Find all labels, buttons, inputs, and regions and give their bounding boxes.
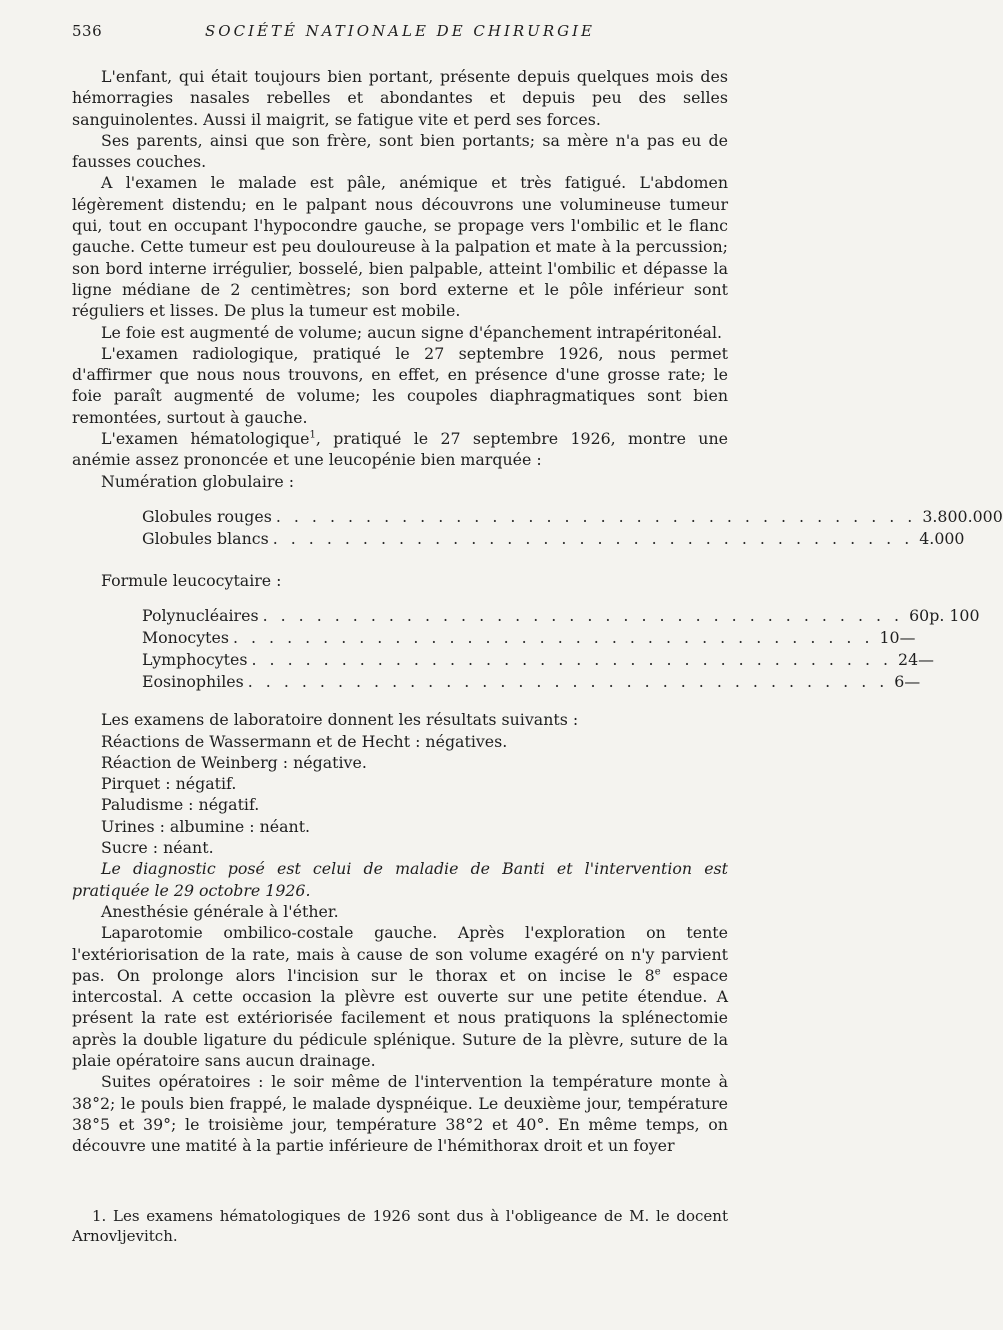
table-row	[142, 528, 965, 550]
row-value-group	[879, 627, 915, 648]
paragraph: Anesthésie générale à l'éther.	[101, 901, 339, 921]
table-row	[142, 671, 921, 693]
row-unit: —	[918, 650, 934, 670]
diagnosis-paragraph: Le diagnostic posé est celui de maladie de Banti et l'intervention est pratiquée le 29 octobre 1926.	[72, 859, 728, 900]
running-title: SOCIÉTÉ NATIONALE DE CHIRURGIE	[205, 22, 595, 40]
paragraph: L'enfant, qui était toujours bien portant, présente depuis quelques mois des hémorragies nasales rebelles et abondantes et depuis peu des selles sanguinolentes. Aussi il maigrit, se fatigue vite et perd ses forces.	[72, 67, 728, 129]
row-value-group	[894, 671, 920, 692]
row-unit: p. 100	[929, 606, 980, 626]
article-body	[72, 66, 1003, 1156]
formule-table	[142, 605, 980, 693]
table-row	[142, 506, 1003, 528]
row-value: 6	[894, 672, 905, 692]
paragraph-text: Laparotomie ombilico-costale gauche. Après l'exploration on tente l'extériorisation de la rate, mais à cause de son volume exagéré on n'y parvient pas. On prolonge alors l'incision sur le thorax et on incise le 8	[72, 923, 728, 985]
row-label: Eosinophiles	[142, 672, 244, 692]
paragraph-hematology	[72, 428, 728, 471]
leader-dots: . . . . . . . . . . . . . . . . . . . . . . . . . . . . . . . . . . . .	[251, 650, 893, 670]
leader-dots: . . . . . . . . . . . . . . . . . . . . . . . . . . . . . . . . . . . .	[272, 528, 914, 548]
row-label: Monocytes	[142, 628, 229, 648]
paragraph-operation	[72, 922, 728, 1071]
paragraph: Réaction de Weinberg : négative.	[101, 752, 367, 772]
formule-title: Formule leucocytaire :	[101, 570, 282, 590]
row-label: Globules blancs	[142, 528, 269, 548]
paragraph: Le foie est augmenté de volume; aucun signe d'épanchement intrapéritonéal.	[101, 322, 723, 342]
row-value-group	[909, 605, 979, 626]
table-row	[142, 627, 916, 649]
page-header	[72, 22, 728, 46]
row-label: Lymphocytes	[142, 650, 248, 670]
paragraph: Ses parents, ainsi que son frère, sont bien portants; sa mère n'a pas eu de fausses couches.	[72, 130, 728, 172]
row-value-group	[898, 649, 934, 670]
paragraph: Sucre : néant.	[101, 838, 214, 858]
row-value: 60	[909, 606, 930, 626]
row-value: 4.000	[919, 528, 965, 548]
leader-dots: . . . . . . . . . . . . . . . . . . . . . . . . . . . . . . . . . . . .	[232, 628, 874, 648]
footnote-ref: 1	[309, 429, 316, 441]
paragraph: A l'examen le malade est pâle, anémique et très fatigué. L'abdomen légèrement distendu; en le palpant nous découvrons une volumineuse tumeur qui, tout en occupant l'hypocondre gauche, se propage vers l'ombilic et le flanc gauche. Cette tumeur est peu douloureuse à la palpation et mate à la percussion; son bord interne irrégulier, bosselé, bien palpable, atteint l'ombilic et dépasse la ligne médiane de 2 centimètres; son bord externe et le pôle inférieur sont réguliers et lisses. De plus la tumeur est mobile.	[72, 173, 728, 321]
paragraph-text: espace intercostal. A cette occasion la plèvre est ouverte sur une petite étendue. A présent la rate est extériorisée facilement et nous pratiquons la splénectomie après la double ligature du pédicule splénique. Suture de la plèvre, suture de la plaie opératoire sans aucun drainage.	[72, 965, 728, 1070]
leader-dots: . . . . . . . . . . . . . . . . . . . . . . . . . . . . . . . . . . . .	[275, 506, 917, 526]
footnote-text: 1. Les examens hématologiques de 1926 sont dus à l'obligeance de M. le docent Arnovljevitch.	[72, 1207, 728, 1245]
numeration-table	[142, 506, 1003, 550]
leader-dots: . . . . . . . . . . . . . . . . . . . . . . . . . . . . . . . . . . . .	[247, 672, 889, 692]
row-label: Polynucléaires	[142, 606, 259, 626]
paragraph: Pirquet : négatif.	[101, 774, 237, 794]
row-unit: —	[899, 628, 916, 648]
leader-dots: . . . . . . . . . . . . . . . . . . . . . . . . . . . . . . . . . . . .	[262, 606, 904, 626]
footnote	[72, 1206, 728, 1246]
row-value: 3.800.000	[922, 506, 1003, 526]
paragraph: Suites opératoires : le soir même de l'intervention la température monte à 38°2; le pouls bien frappé, le malade dyspnéique. Le deuxième jour, température 38°5 et 39°; le troisième jour, température 38°2 et 40°. En même temps, on découvre une matité à la partie inférieure de l'hémithorax droit et un foyer	[72, 1072, 728, 1156]
paragraph: L'examen radiologique, pratiqué le 27 septembre 1926, nous permet d'affirmer que nous nous trouvons, en effet, en présence d'une grosse rate; le foie paraît augmenté de volume; les coupoles diaphragmatiques sont bien remontées, surtout à gauche.	[72, 343, 728, 427]
paragraph: Paludisme : négatif.	[101, 795, 260, 815]
paragraph-text: , pratiqué le 27 septembre 1926, montre une anémie assez prononcée et une leucopénie bien marquée :	[72, 429, 728, 470]
row-value: 10	[879, 628, 900, 648]
paragraph: Les examens de laboratoire donnent les résultats suivants :	[101, 710, 579, 730]
ordinal-suffix: e	[654, 966, 661, 978]
row-value: 24	[898, 650, 919, 670]
paragraph: Urines : albumine : néant.	[101, 816, 311, 836]
numeration-title: Numération globulaire :	[101, 471, 295, 491]
paragraph-text: L'examen hématologique	[101, 429, 310, 449]
table-row	[142, 649, 934, 671]
paragraph: Réactions de Wassermann et de Hecht : négatives.	[101, 731, 508, 751]
row-label: Globules rouges	[142, 506, 272, 526]
table-row	[142, 605, 980, 627]
page-number: 536	[72, 22, 103, 40]
row-unit: —	[904, 672, 921, 692]
